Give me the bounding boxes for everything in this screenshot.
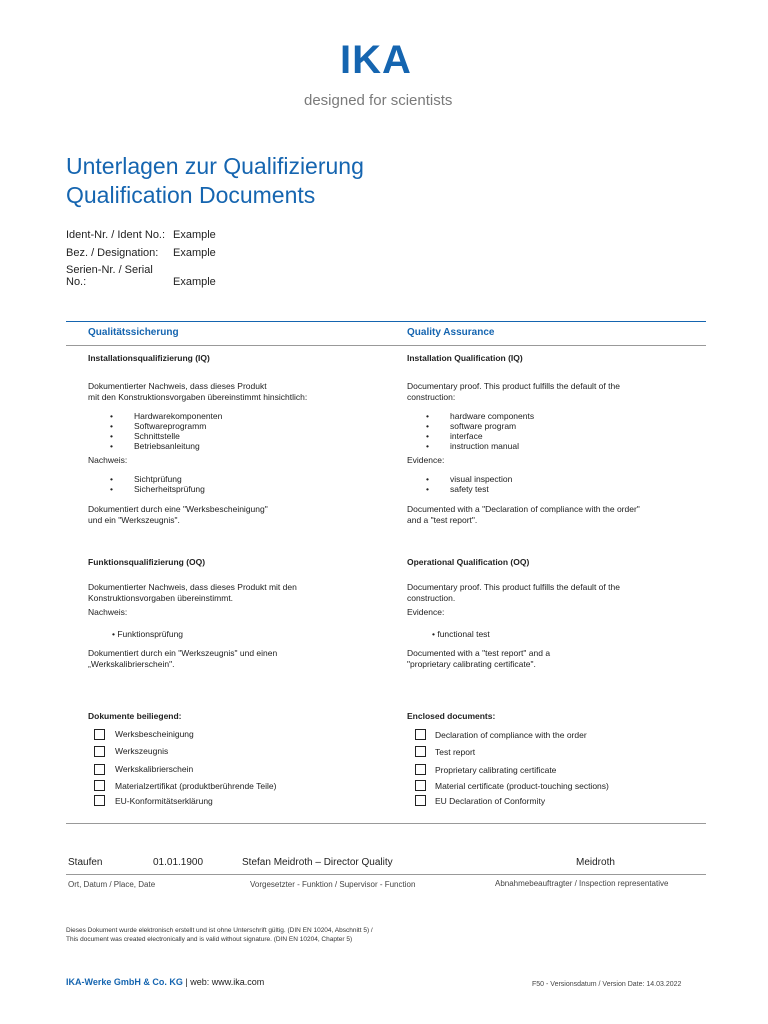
iq-doc-left xyxy=(88,504,268,525)
checkbox-eu-konformitaet[interactable] xyxy=(94,795,105,806)
signature-supervisor: Stefan Meidroth – Director Quality xyxy=(242,857,393,868)
signature-supervisor-label: Vorgesetzter - Funktion / Supervisor - Function xyxy=(250,880,416,889)
iq-doc-line: Documented with a "Declaration of compliance with the order" xyxy=(407,504,640,514)
evidence-label-right: Evidence: xyxy=(407,455,445,465)
validity-note-en: This document was created electronically and is valid without signature. (DIN EN 10204, Chapter 5) xyxy=(66,936,353,943)
serial-label: Serien-Nr. / Serial No.: xyxy=(66,264,153,288)
checkbox-label: Werksbescheinigung xyxy=(115,729,194,739)
oq-text-line: Konstruktionsvorgaben übereinstimmt. xyxy=(88,592,234,603)
section-heading-right: Quality Assurance xyxy=(407,327,495,338)
list-item: • hardware components xyxy=(426,411,535,421)
iq-heading-right: Installation Qualification (IQ) xyxy=(407,353,523,363)
designation-label: Bez. / Designation: xyxy=(66,247,159,259)
designation-value: Example xyxy=(173,247,216,259)
serial-row xyxy=(66,264,216,288)
iq-text-line: mit den Konstruktionsvorgaben übereinstimmt hinsichtlich: xyxy=(88,391,308,402)
list-item: • visual inspection xyxy=(426,474,513,484)
list-item: • Sichtprüfung xyxy=(110,474,182,484)
serial-value: Example xyxy=(173,276,216,288)
checkbox-werkszeugnis[interactable] xyxy=(94,746,105,757)
iq-list-right xyxy=(426,411,534,451)
list-item: • Sicherheitsprüfung xyxy=(110,484,205,494)
checkbox-werkskalibrierschein[interactable] xyxy=(94,764,105,775)
list-item: • safety test xyxy=(426,484,489,494)
oq-evidence-label-left: Nachweis: xyxy=(88,607,128,617)
list-item: • Betriebsanleitung xyxy=(110,441,200,451)
iq-text-right xyxy=(407,381,620,402)
checkbox-materialzertifikat[interactable] xyxy=(94,780,105,791)
validity-note xyxy=(66,926,373,944)
section-heading-rule xyxy=(66,345,706,346)
oq-item-right: • functional test xyxy=(432,629,490,639)
validity-note-de: Dieses Dokument wurde elektronisch erstellt und ist ohne Unterschrift gültig. (DIN EN 10204, Abschnitt 5) / xyxy=(66,927,373,934)
section-top-rule xyxy=(66,321,706,322)
designation-row xyxy=(66,247,216,259)
checkbox-label: EU Declaration of Conformity xyxy=(435,796,546,806)
oq-doc-right xyxy=(407,648,550,669)
company-name: IKA-Werke GmbH & Co. KG xyxy=(66,977,183,987)
checkbox-declaration-compliance[interactable] xyxy=(415,729,426,740)
signature-inspector: Meidroth xyxy=(576,857,615,868)
ident-value: Example xyxy=(173,229,216,241)
iq-text-line: Dokumentierter Nachweis, dass dieses Produkt xyxy=(88,381,267,391)
company-web: | web: www.ika.com xyxy=(182,977,265,987)
checkbox-label: Proprietary calibrating certificate xyxy=(435,765,557,775)
iq-heading-left: Installationsqualifizierung (IQ) xyxy=(88,353,210,363)
title-de: Unterlagen zur Qualifizierung xyxy=(66,153,364,179)
oq-text-left xyxy=(88,582,297,603)
list-item: • software program xyxy=(426,421,517,431)
section-heading-left: Qualitätssicherung xyxy=(88,327,179,338)
checkbox-label: Materialzertifikat (produktberührende Teile) xyxy=(115,781,277,791)
checkbox-label: Test report xyxy=(435,747,476,757)
oq-doc-line: „Werkskalibrierschein". xyxy=(88,658,175,669)
signature-place: Staufen xyxy=(68,857,103,868)
evidence-list-left xyxy=(110,474,205,494)
tagline: designed for scientists xyxy=(304,92,453,109)
checkbox-test-report[interactable] xyxy=(415,746,426,757)
evidence-list-right xyxy=(426,474,512,494)
oq-doc-line: "proprietary calibrating certificate". xyxy=(407,658,536,669)
iq-list-left xyxy=(110,411,222,451)
checkbox-label: Werkszeugnis xyxy=(115,746,169,756)
signature-place-label: Ort, Datum / Place, Date xyxy=(68,880,156,889)
oq-doc-line: Documented with a "test report" and a xyxy=(407,648,551,658)
signature-rule xyxy=(66,874,706,875)
list-item: • interface xyxy=(426,431,483,441)
iq-doc-line: and a "test report". xyxy=(407,514,478,525)
oq-doc-line: Dokumentiert durch ein "Werkszeugnis" und einen xyxy=(88,648,278,658)
iq-doc-line: Dokumentiert durch eine "Werksbescheinigung" xyxy=(88,504,268,514)
ident-label: Ident-Nr. / Ident No.: xyxy=(66,229,166,241)
list-item: • Softwareprogramm xyxy=(110,421,207,431)
section-bottom-rule xyxy=(66,823,706,824)
checkbox-eu-declaration[interactable] xyxy=(415,795,426,806)
signature-inspector-label: Abnahmebeauftragter / Inspection representative xyxy=(495,879,669,888)
iq-text-left xyxy=(88,381,307,402)
footer-company xyxy=(66,977,264,987)
list-item: • Hardwarekomponenten xyxy=(110,411,223,421)
title-en: Qualification Documents xyxy=(66,182,316,208)
checkbox-material-certificate[interactable] xyxy=(415,780,426,791)
enclosed-heading-left: Dokumente beiliegend: xyxy=(88,711,182,721)
checkbox-label: EU-Konformitätserklärung xyxy=(115,796,213,806)
oq-heading-left: Funktionsqualifizierung (OQ) xyxy=(88,557,206,567)
checkbox-label: Declaration of compliance with the order xyxy=(435,730,587,740)
enclosed-heading-right: Enclosed documents: xyxy=(407,711,496,721)
checkbox-label: Werkskalibrierschein xyxy=(115,764,194,774)
checkbox-calibrating-certificate[interactable] xyxy=(415,764,426,775)
signature-date: 01.01.1900 xyxy=(153,857,204,868)
ident-row xyxy=(66,229,216,241)
oq-doc-left xyxy=(88,648,277,669)
oq-text-right xyxy=(407,582,620,603)
footer-version: F50 - Versionsdatum / Version Date: 14.03.2022 xyxy=(532,981,682,988)
ika-logo: IKA xyxy=(340,38,412,82)
oq-item-left: • Funktionsprüfung xyxy=(112,629,184,639)
list-item: • instruction manual xyxy=(426,441,519,451)
checkbox-label: Material certificate (product-touching sections) xyxy=(435,781,609,791)
oq-text-line: construction. xyxy=(407,592,456,603)
list-item: • Schnittstelle xyxy=(110,431,180,441)
evidence-label-left: Nachweis: xyxy=(88,455,128,465)
oq-evidence-label-right: Evidence: xyxy=(407,607,445,617)
iq-text-line: construction: xyxy=(407,391,456,402)
oq-text-line: Dokumentierter Nachweis, dass dieses Produkt mit den xyxy=(88,582,297,592)
iq-doc-right xyxy=(407,504,640,525)
iq-text-line: Documentary proof. This product fulfills the default of the xyxy=(407,381,620,391)
checkbox-werksbescheinigung[interactable] xyxy=(94,729,105,740)
iq-doc-line: und ein "Werkszeugnis". xyxy=(88,514,180,525)
oq-text-line: Documentary proof. This product fulfills the default of the xyxy=(407,582,620,592)
oq-heading-right: Operational Qualification (OQ) xyxy=(407,557,530,567)
